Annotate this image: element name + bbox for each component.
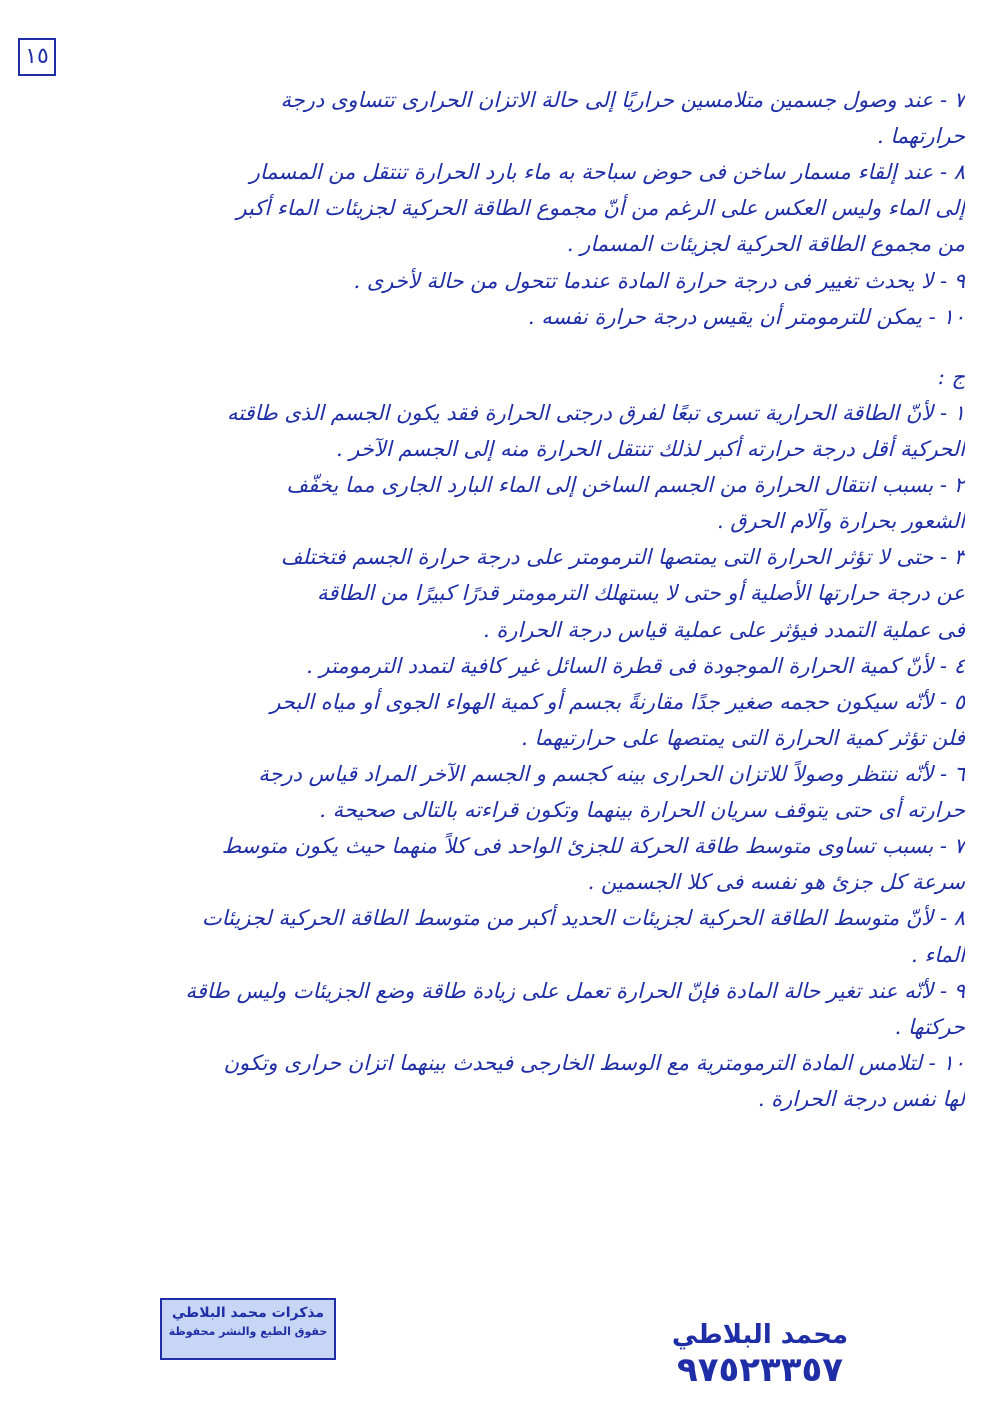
answer-item <box>30 900 965 972</box>
answer-item-line: الحركية أقل درجة حرارته أكبر لذلك تنتقل الحرارة منه إلى الجسم الآخر . <box>335 436 965 461</box>
answers-section <box>30 395 965 1117</box>
answer-item-line: فى عملية التمدد فيؤثر على عملية قياس درجة الحرارة . <box>483 617 965 642</box>
answer-item <box>30 467 965 539</box>
answer-item <box>30 828 965 900</box>
answer-item-line: ٦ - لأنّه ننتظر وصولاً للاتزان الحرارى بينه كجسم و الجسم الآخر المراد قياس درجة <box>258 761 965 786</box>
answer-item-line: ٩ - لأنّه عند تغير حالة المادة فإنّ الحرارة تعمل على زيادة طاقة وضع الجزيئات وليس طاقة <box>185 978 965 1003</box>
answer-item-line: حرارته أى حتى يتوقف سريان الحرارة بينهما وتكون قراءته بالتالى صحيحة . <box>319 798 965 823</box>
answer-item-line: ١٠ - لتلامس المادة الترمومترية مع الوسط الخارجى فيحدث بينهما اتزان حرارى وتكون <box>223 1050 965 1075</box>
answer-item <box>30 756 965 828</box>
page-content <box>30 82 965 1117</box>
answer-item <box>30 684 965 756</box>
statement-item <box>30 154 965 262</box>
answer-item-line: عن درجة حرارتها الأصلية أو حتى لا يستهلك الترمومتر قدرًا كبيرًا من الطاقة <box>317 581 965 606</box>
answer-item-line: ٨ - لأنّ متوسط الطاقة الحركية لجزيئات الحديد أكبر من متوسط الطاقة الحركية لجزيئات <box>201 906 965 931</box>
answer-item-line: الماء . <box>911 942 965 967</box>
answer-item-line: فلن تؤثر كمية الحرارة التى يمتصها على حرارتيهما . <box>521 725 965 750</box>
answer-item-line: حركتها . <box>894 1014 965 1039</box>
answer-label: ج : <box>937 364 965 389</box>
answer-item-line: سرعة كل جزئ هو نفسه فى كلا الجسمين . <box>587 870 965 895</box>
statement-item <box>30 82 965 154</box>
statement-item-line: حرارتهما . <box>877 124 965 149</box>
statements-section <box>30 82 965 335</box>
statement-item <box>30 263 965 299</box>
page-number: ١٥ <box>18 38 56 76</box>
statement-item-line: إلى الماء وليس العكس على الرغم من أنّ مجموع الطاقة الحركية لجزيئات الماء أكبر <box>236 196 965 221</box>
answer-item-line: الشعور بحرارة وآلام الحرق . <box>716 509 965 534</box>
answer-item-line: ١ - لأنّ الطاقة الحرارية تسرى تبعًا لفرق درجتى الحرارة فقد يكون الجسم الذى طاقته <box>226 400 965 425</box>
statement-item-line: ٨ - عند إلقاء مسمار ساخن فى حوض سباحة به ماء بارد الحرارة تنتقل من المسمار <box>249 160 965 185</box>
stamp-title: مذكرات محمد البلاطي <box>171 1305 325 1321</box>
statement-item-line: من مجموع الطاقة الحركية لجزيئات المسمار . <box>566 232 965 257</box>
statement-item-line: ٧ - عند وصول جسمين متلامسين حراريًا إلى حالة الاتزان الحرارى تتساوى درجة <box>280 88 965 112</box>
answer-item-line: ٣ - حتى لا تؤثر الحرارة التى يمتصها الترمومتر على درجة حرارة الجسم فتختلف <box>280 545 965 570</box>
answer-item-line: ٢ - بسبب انتقال الحرارة من الجسم الساخن إلى الماء البارد الجارى مما يخفّف <box>286 473 965 498</box>
answer-item <box>30 648 965 684</box>
stamp-subtitle: حقوق الطبع والنشر محفوظة <box>168 1325 328 1338</box>
answer-item <box>30 973 965 1045</box>
statement-item-line: ١٠ - يمكن للترمومتر أن يقيس درجة حرارة نفسه . <box>527 304 965 329</box>
answer-item-line: ٥ - لأنّه سيكون حجمه صغير جدًا مقارنةً بجسم أو كمية الهواء الجوى أو مياه البحر <box>270 689 965 714</box>
statement-item-line: ٩ - لا يحدث تغيير فى درجة حرارة المادة عندما تتحول من حالة لأخرى . <box>353 268 965 293</box>
author-phone: ٩٧٥٢٣٣٥٧ <box>676 1350 843 1390</box>
statement-item <box>30 299 965 335</box>
answer-item <box>30 539 965 647</box>
author-name: محمد البلاطي <box>671 1320 849 1350</box>
copyright-stamp <box>160 1298 336 1360</box>
answer-item-line: ٧ - بسبب تساوى متوسط طاقة الحركة للجزئ الواحد فى كلاً منهما حيث يكون متوسط <box>221 834 965 859</box>
author-signature <box>670 1320 850 1390</box>
answer-item-line: ٤ - لأنّ كمية الحرارة الموجودة فى قطرة السائل غير كافية لتمدد الترمومتر . <box>306 653 965 678</box>
answer-item <box>30 395 965 467</box>
answer-item <box>30 1045 965 1117</box>
answer-item-line: لها نفس درجة الحرارة . <box>757 1086 965 1111</box>
